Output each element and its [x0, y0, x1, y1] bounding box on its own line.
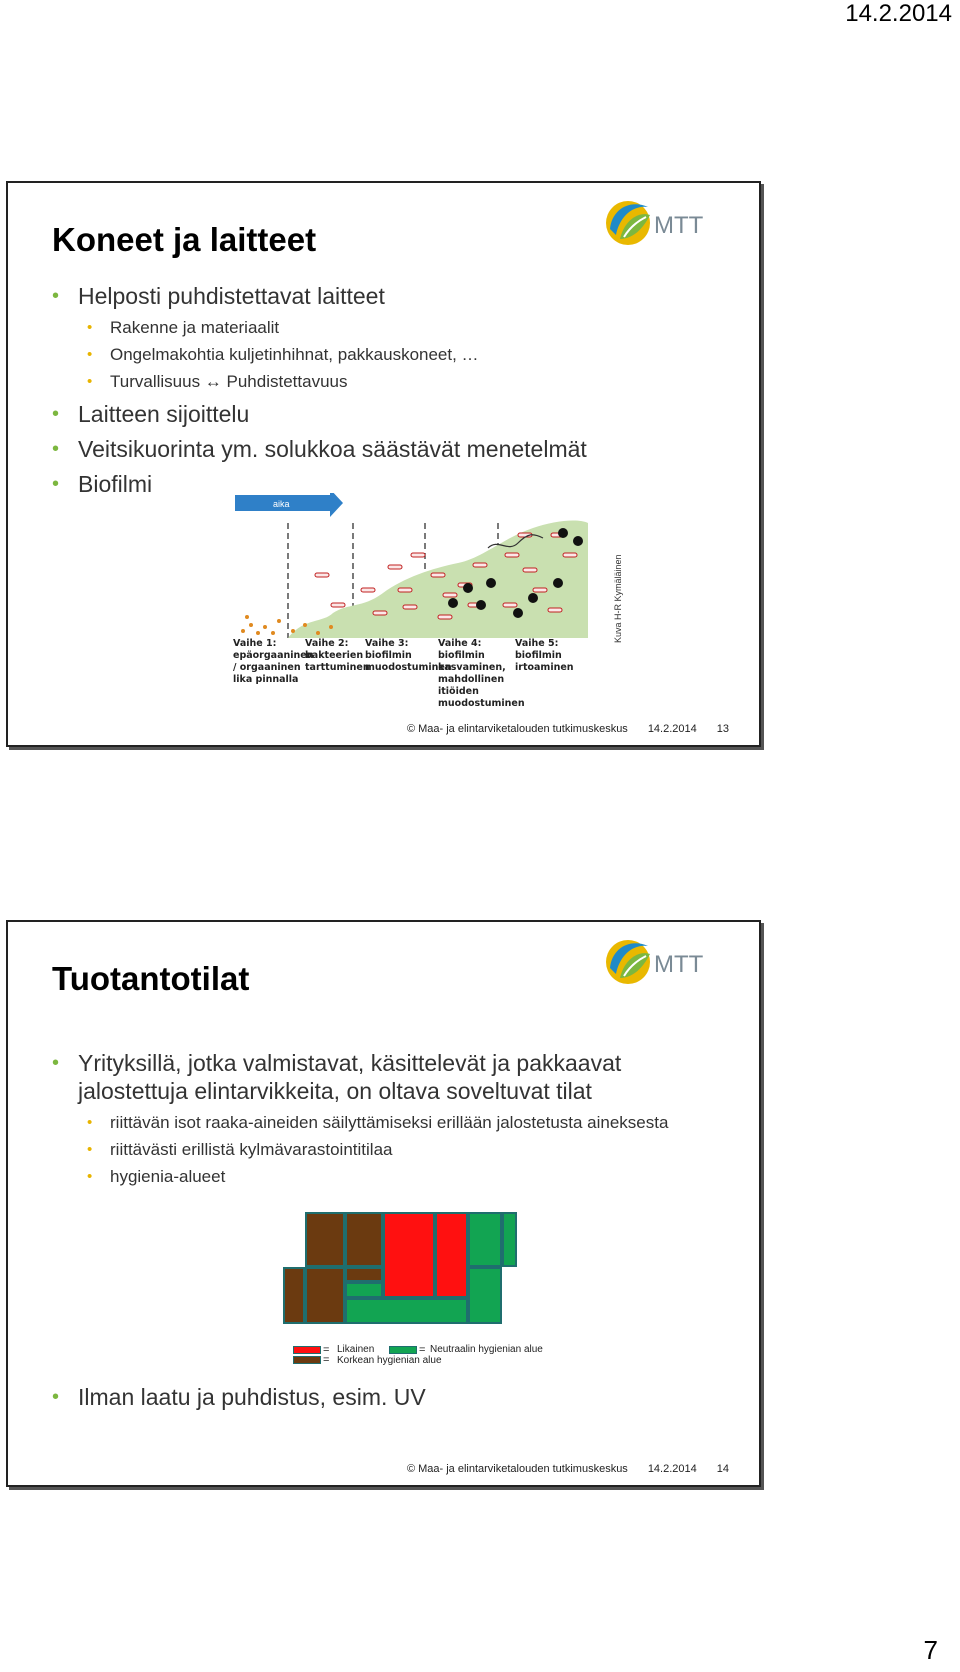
zone-dirty [345, 1212, 383, 1267]
slide-tuotantotilat [6, 920, 761, 1487]
biofilm-stages [233, 638, 613, 718]
slide-footer [407, 723, 729, 735]
legend-equals: = [419, 1344, 426, 1356]
footer-org: © Maa- ja elintarviketalouden tutkimuskeskus [406, 1463, 628, 1475]
sub-bullet-text: hygienia-alueet [110, 1167, 226, 1186]
sub-bullet-item [52, 1139, 729, 1160]
bullet-text: Yrityksillä, jotka valmistavat, käsittelevät ja pakkaavat jalostettuja elintarvikkeita, on oltava soveltuvat tilat [78, 1050, 622, 1104]
time-arrow-label: aika [273, 499, 290, 509]
page-number: 7 [923, 1635, 938, 1665]
mtt-logo [602, 934, 737, 994]
bullet-item [52, 1049, 729, 1105]
biofilm-mass [288, 521, 588, 638]
bullet-list [52, 1383, 729, 1418]
stage-label: Vaihe 2: bakteerien tarttuminen [305, 638, 370, 673]
bullet-list [52, 282, 729, 505]
hygiene-legend [293, 1346, 593, 1372]
slide-footer [407, 1463, 729, 1475]
legend-swatch-dirty [293, 1356, 321, 1364]
bullet-list [52, 1049, 729, 1193]
sub-bullet-item [52, 1166, 729, 1187]
bullet-text: Veitsikuorinta ym. solukkoa säästävät menetelmät [78, 436, 587, 462]
sub-bullet-text: riittävän isot raaka-aineiden säilyttämiseksi erillään jalostetusta aineksesta [110, 1113, 669, 1132]
stage-label: Vaihe 5: biofilmin irtoaminen [515, 638, 574, 673]
logo-text: MTT [654, 212, 704, 239]
zone-neutral [345, 1282, 383, 1298]
footer-date: 14.2.2014 [647, 1463, 697, 1475]
footer-page: 14 [716, 1463, 729, 1475]
zone-high-hygiene [435, 1212, 468, 1298]
legend-dirty-label: Likainen [337, 1344, 375, 1355]
bullet-item [52, 435, 729, 463]
bullet-text: Ilman laatu ja puhdistus, esim. UV [78, 1384, 426, 1410]
bullet-text: Laitteen sijoittelu [78, 401, 250, 427]
footer-org: © Maa- ja elintarviketalouden tutkimuskeskus [406, 723, 628, 735]
bullet-item [52, 1383, 729, 1411]
slide-title: Tuotantotilat [52, 960, 250, 997]
legend-swatch-neutral [389, 1346, 417, 1354]
bullet-text: Helposti puhdistettavat laitteet [78, 283, 385, 309]
sub-bullet-item [52, 1112, 729, 1133]
footer-date: 14.2.2014 [647, 723, 697, 735]
logo-text: MTT [654, 951, 704, 978]
legend-high-label: Korkean hygienian alue [337, 1355, 442, 1366]
bullet-text: Biofilmi [78, 471, 153, 497]
slide-koneet-ja-laitteet [6, 181, 761, 747]
zone-high-hygiene [383, 1212, 435, 1298]
sub-bullet-text: Ongelmakohtia kuljetinhihnat, pakkauskoneet, … [110, 345, 479, 364]
sub-bullet-item [52, 317, 729, 338]
sub-bullet-text: riittävästi erillistä kylmävarastointitilaa [110, 1140, 393, 1159]
zone-neutral [468, 1267, 502, 1324]
zone-dirty [283, 1267, 305, 1324]
figure-credit: Kuva H-R Kymäläinen [613, 554, 623, 643]
legend-equals: = [323, 1354, 330, 1366]
page-date: 14.2.2014 [845, 0, 952, 27]
bullet-item [52, 400, 729, 428]
zone-dirty [305, 1267, 345, 1324]
sub-bullet-item [52, 344, 729, 365]
sub-bullet-text: Turvallisuus ↔ Puhdistettavuus [110, 372, 348, 391]
sub-bullet-text: Rakenne ja materiaalit [110, 318, 280, 337]
bullet-item [52, 282, 729, 310]
stage-label: Vaihe 1: epäorgaaninen / orgaaninen lika pinnalla [233, 638, 314, 685]
stage-label: Vaihe 4: biofilmin kasvaminen, mahdollinen itiöiden muodostuminen [438, 638, 525, 709]
stage-label: Vaihe 3: biofilmin muodostuminen [365, 638, 452, 673]
zone-dirty [345, 1267, 383, 1282]
legend-equals: = [323, 1344, 330, 1356]
zone-dirty [305, 1212, 345, 1267]
hygiene-zone-map [283, 1212, 543, 1337]
legend-neutral-label: Neutraalin hygienian alue [430, 1344, 543, 1355]
legend-swatch-high [293, 1346, 321, 1354]
zone-neutral [468, 1212, 502, 1267]
sub-bullet-item [52, 371, 729, 392]
zone-neutral [345, 1298, 468, 1324]
mtt-logo [602, 195, 737, 255]
zone-neutral [502, 1212, 517, 1267]
footer-page: 13 [716, 723, 729, 735]
slide-title: Koneet ja laitteet [52, 221, 317, 258]
